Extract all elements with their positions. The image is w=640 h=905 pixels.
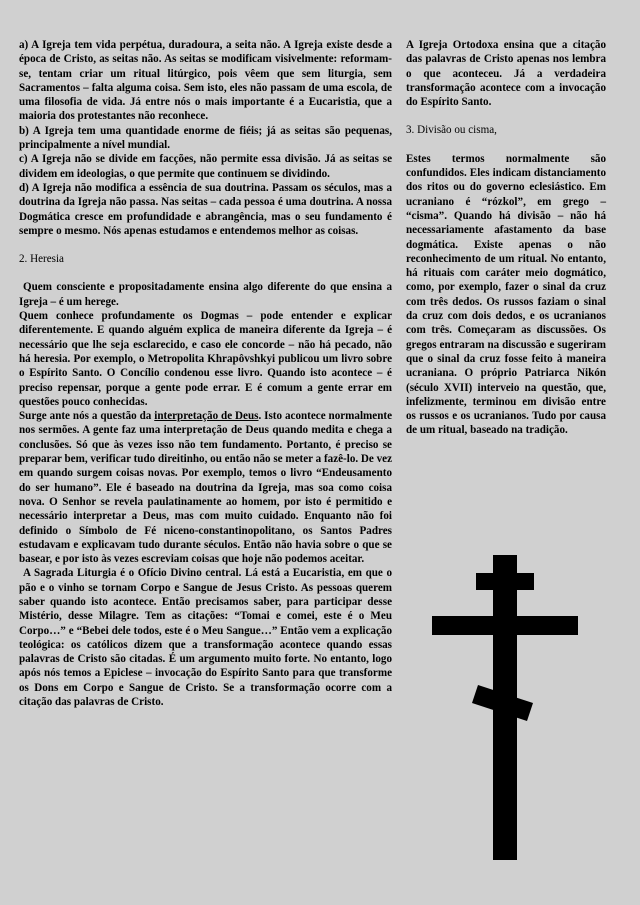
heresy-paragraph-3-start: Surge ante nós a questão da (19, 410, 155, 423)
heresy-paragraph-1: Quem consciente e propositadamente ensina algo diferente do que ensina a Igreja – é um herege. (19, 281, 392, 308)
section-heading-schism: 3. Divisão ou cisma, (406, 124, 497, 137)
schism-paragraph: Estes termos normalmente são confundidos. Eles indicam distanciamento dos ritos ou do governo eclesiástico. Em ucraniano é “rózkol”, em grego – “cisma”. Quando há divisão – não há necessariamente afastamento da base dogmática. Existe apenas o não reconhecimento de um ritual. No entanto, há rituais com caráter meio dogmático, como, por exemplo, fazer o sinal da cruz com três dedos. Os russos faziam o sinal da cruz com dois dedos, e os ucranianos com três. Começaram as discussões. Os gregos entraram na discussão e sugeriram que o sinal da cruz fosse feito à maneira ucraniana. O próprio Patriarca Nikón (século XVII) interveio na questão, que, infelizmente, terminou em divisão entre os russos e os ucranianos. Tudo por causa de um ritual, baseado na tradição. (406, 152, 606, 437)
heresy-paragraph-4: A Sagrada Liturgia é o Ofício Divino central. Lá está a Eucaristia, em que o pão e o vinho se tornam Corpo e Sangue de Jesus Cristo. As pessoas querem saber quando isto acontece. Então precisamos saber, para participar desse Mistério, desse Milagre. Tem as citações: “Tomai e comei, este é o Meu Corpo…” e “Bebei dele todos, este é o Meu Sangue…” Então vem a explicação teológica: os católicos dizem que a transformação acontece quando essas palavras de Cristo são citadas. É um argumento muito forte. No entanto, logo após nós temos a Epiclese – invocação do Espírito Santo para que transforme os Dons em Corpo e Sangue de Cristo. Se a transformação ocorre com a citação das palavras de Cristo. (19, 567, 392, 709)
heresy-paragraph-2: Quem conhece profundamente os Dogmas – pode entender e explicar diferentemente. E quando alguém explica de maneira diferente da Igreja – é necessário que lhe seja esclarecido, e caso ele concorde – não há pecado, não há heresia. Por exemplo, o Metropolita Khrapôvshkyi publicou um livro sobre o Espírito Santo. O Concílio condenou esse livro. Quando isto acontece – é preciso repensar, porque a gente pode errar. E é comum a gente errar em questões pouco conhecidas. (19, 310, 392, 408)
heresy-paragraph-3 (19, 409, 392, 566)
paragraph-d: d) A Igreja não modifica a essência de sua doutrina. Passam os séculos, mas a doutrina da Igreja não passa. Nas seitas – cada pessoa é uma doutrina. A nossa Dogmática cresce em profundidade e abrangência, mas o seu fundamento é sempre o mesmo. Nós apenas estudamos e entendemos melhor as coisas. (19, 181, 392, 237)
paragraph-a: a) A Igreja tem vida perpétua, duradoura, a seita não. A Igreja existe desde a época de Cristo, as seitas não. As seitas se modificam visivelmente: reformam-se, tentam criar um ritual litúrgico, pois vêem que sem liturgia, sem Sacramentos – falta alguma coisa. Sem isto, eles não passam de uma escola, de uma filosofia de vida. Já entre nós o mais importante é a Eucaristia, que a maioria dos protestantes não reconhece. (19, 39, 392, 123)
right-column (406, 38, 606, 438)
left-column (19, 38, 392, 709)
section-heading-heresy: 2. Heresia (19, 253, 64, 266)
orthodox-paragraph: A Igreja Ortodoxa ensina que a citação das palavras de Cristo apenas nos lembra o que aconteceu. Já a verdadeira transformação acontece com a invocação do Espírito Santo. (406, 39, 606, 109)
paragraph-b: b) A Igreja tem uma quantidade enorme de fiéis; já as seitas são pequenas, principalmente a nível mundial. (19, 124, 392, 152)
underlined-term: interpretação de Deus (154, 410, 259, 423)
paragraph-c: c) A Igreja não se divide em facções, não permite essa divisão. Já as seitas se dividem em ideologias, o que permite que continuem se dividindo. (19, 153, 392, 180)
orthodox-cross-icon (430, 555, 580, 860)
heresy-paragraph-3-rest: . Isto acontece normalmente nos sermões. A gente faz uma interpretação de Deus quando medita e chega a conclusões. Só que às vezes isso não tem fundamento. Portanto, é preciso se preparar bem, verificar tudo direitinho, ou então não se meter a fazê-lo. De vez em quando surgem coisas novas. Por exemplo, temos o livro “Endeusamento do ser humano”. Ele é baseado na doutrina da Igreja, mas soa como coisa nova. O Senhor se revela paulatinamente ao homem, por isto é permitido e necessário interpretar a Deus, mas com muito cuidado. Enquanto não foi definido o Símbolo de Fé niceno-constantinopolitano, os Santos Padres estudavam e explicavam tudo durante séculos. Então não havia sobre o que se basear, e por isto às vezes escreviam coisas que hoje não podemos aceitar. (19, 410, 393, 566)
